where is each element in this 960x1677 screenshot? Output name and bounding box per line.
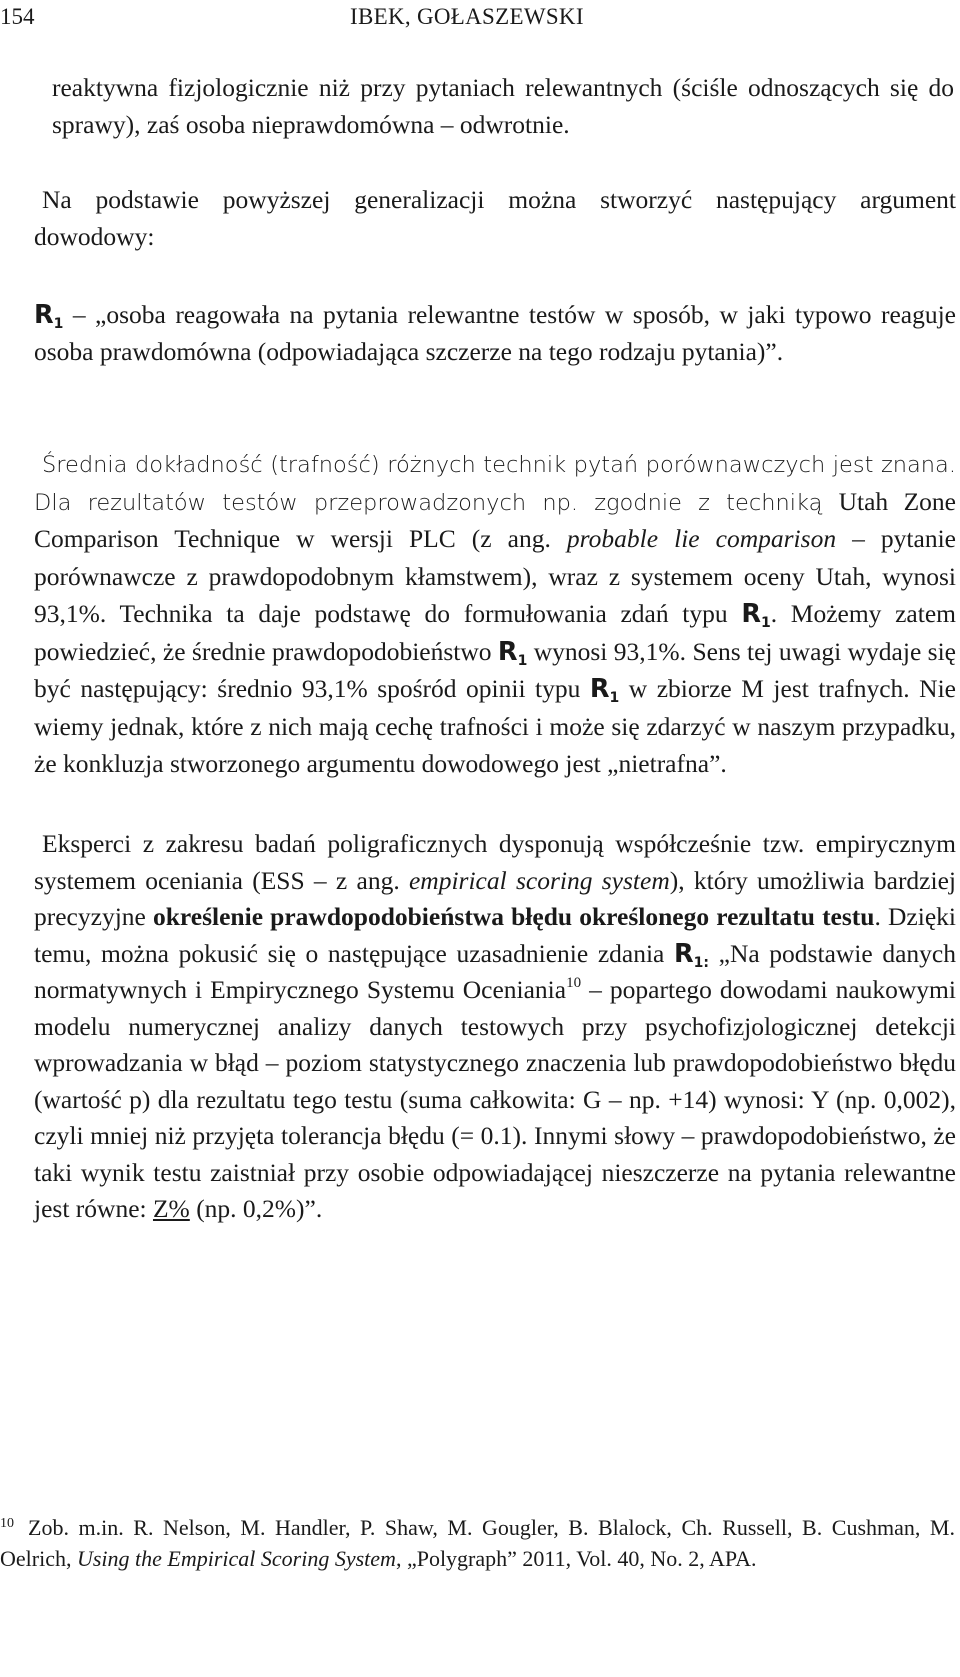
page-number: 154 [0,4,35,29]
r1-definition-text: – „osoba reagowała na pytania relewantne testów w sposób, w jaki typowo reaguje osoba prawdomówna (odpowiadająca szczerze na tego rodzaju pytania)”. [34,300,956,366]
paragraph-5: Eksperci z zakresu badań poligraficznych dysponują współcześnie tzw. empirycznym systemem oceniania (ESS – z ang. empirical scoring system), który umożliwia bardziej precyzyjne określenie prawdopodobieństwa błędu określonego rezultatu testu. Dzięki temu, można pokusić się o następujące uzasadnienie zdania $R_{1:}$ „Na podstawie danych normatywnych i Empirycznego Systemu Oceniania$^{10}$ – popartego dowodami naukowymi modelu numerycznej analizy danych testowych przy psychofizjologicznej detekcji wprowadzania w błąd – poziom statystycznego znaczenia lub prawdopodobieństwo błędu (wartość p) dla rezultatu tego testu (suma całkowita: G – np. +14) wynosi: Y (np. 0,002), czyli mniej niż przyjęta tolerancja błędu (= 0.1). Innymi słowy – prawdopodobieństwo, że taki wynik testu zaistniał przy osobie odpowiadającej nieszczerze na pytania relewantne jest równe: Z% (np. 0,2%)”. [34,829,956,1223]
footnote-title: Using the Empirical Scoring System [76,1546,396,1571]
running-title: IBEK, GOŁASZEWSKI [350,4,584,29]
bold-emphasis: określenie prawdopodobieństwa błędu określonego rezultatu testu [153,902,875,931]
running-head [0,2,960,42]
paragraph-1-text: reaktywna fizjologicznie niż przy pytaniach relewantnych (ściśle odnoszących się do sprawy), zaś osoba nieprawdomówna – odwrotnie. [52,73,954,139]
paragraph-4: Średnia dokładność (trafność) różnych technik pytań porównawczych jest znana. Dla rezultatów testów przeprowadzonych np. zgodnie z techniką Utah Zone Comparison Technique w wersji PLC (z ang. probable lie comparison – pytanie porównawcze z prawdopodobnym kłamstwem), wraz z systemem oceny Utah, wynosi 93,1%. Technika ta daje podstawę do formułowania zdań typu $R_1$. Możemy zatem powiedzieć, że średnie prawdopodobieństwo $R_1$ wynosi 93,1%. Sens tej uwagi wydaje się być następujący: średnio 93,1% spośród opinii typu $R_1$ w zbiorze M jest trafnych. Nie wiemy jednak, które z nich mają cechę trafności i może się zdarzyć w naszym przypadku, że konkluzja stworzonego argumentu dowodowego jest „nietrafna”. [34,452,956,778]
footnote-ref-10[interactable]: 10 [566,975,582,991]
footnote-10: $^{10}$ Zob. m.in. R. Nelson, M. Handler, P. Shaw, M. Gougler, B. Blalock, Ch. Russell, B. Cushman, M. Oelrich, Using the Empirical Scoring System, „Polygraph” 2011, Vol. 40, No. 2, APA. [0,1515,955,1571]
paragraph-2 [34,182,956,255]
italic-term-plc: probable lie comparison [566,524,837,553]
r1-symbol: $R_1$ [34,300,64,332]
r1-symbol-inline-4: $R_{1:}$ [674,938,709,971]
r1-symbol-inline-3: $R_1$ [589,674,620,706]
paragraph-2-text: Na podstawie powyższej generalizacji można stworzyć następujący argument dowodowy: [34,185,956,251]
r1-symbol-inline: $R_1$ [741,599,771,631]
footnote-number: 10 [0,1516,14,1531]
paragraph-r1-definition [34,297,956,370]
italic-term-ess: empirical scoring system [408,865,670,895]
r1-symbol-inline-2: $R_1$ [497,636,528,669]
paragraph-1 [52,70,954,143]
underlined-value: Z% [152,1194,190,1223]
